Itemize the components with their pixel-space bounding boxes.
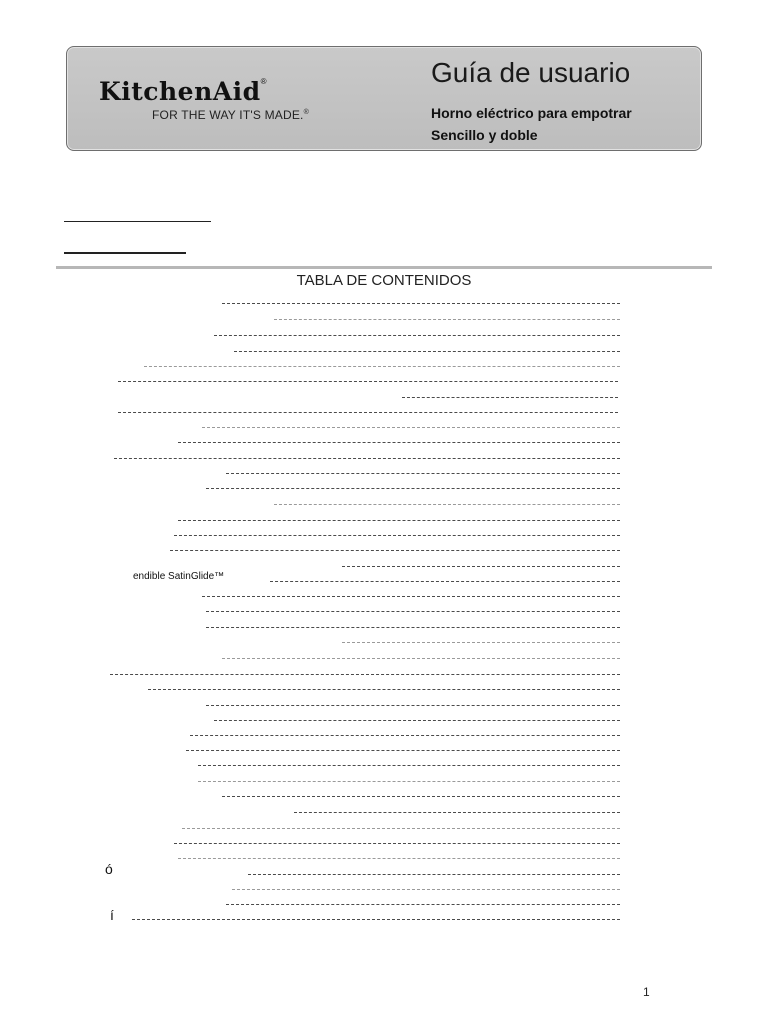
- toc-leader[interactable]: [214, 720, 620, 721]
- toc-leader[interactable]: [178, 858, 620, 859]
- toc-leader[interactable]: [206, 611, 620, 612]
- toc-leader[interactable]: [222, 303, 620, 304]
- document-subtitle-line2: Sencillo y doble: [431, 127, 538, 143]
- blank-rule-1: [64, 221, 211, 222]
- toc-leader[interactable]: [202, 596, 620, 597]
- document-title: Guía de usuario: [431, 57, 631, 88]
- toc-leader[interactable]: [248, 874, 620, 875]
- toc-leader[interactable]: [402, 397, 618, 398]
- toc-leader[interactable]: [178, 442, 620, 443]
- toc-leader[interactable]: [186, 750, 620, 751]
- toc-leader[interactable]: [198, 781, 620, 782]
- toc-leader[interactable]: [118, 412, 618, 413]
- toc-leader[interactable]: [198, 765, 620, 766]
- toc-entry-label[interactable]: ó: [105, 861, 113, 877]
- toc-leader[interactable]: [118, 381, 618, 382]
- toc-leader[interactable]: [342, 566, 620, 567]
- toc-leader[interactable]: [132, 919, 620, 920]
- document-subtitle-line1: Horno eléctrico para empotrar: [431, 105, 632, 121]
- toc-title: TABLA DE CONTENIDOS: [296, 272, 472, 289]
- toc-leader[interactable]: [234, 351, 620, 352]
- toc-entry-label[interactable]: í: [110, 907, 114, 923]
- toc-leader[interactable]: [110, 674, 620, 675]
- toc-leader[interactable]: [274, 319, 620, 320]
- toc-leader[interactable]: [144, 366, 620, 367]
- toc-leader[interactable]: [178, 520, 620, 521]
- toc-leader[interactable]: [342, 642, 620, 643]
- toc-leader[interactable]: [182, 828, 620, 829]
- toc-leader[interactable]: [274, 504, 620, 505]
- toc-leader[interactable]: [174, 535, 620, 536]
- toc-leader[interactable]: [202, 427, 620, 428]
- toc-leader[interactable]: [294, 812, 620, 813]
- toc-leader[interactable]: [206, 488, 620, 489]
- toc-leader[interactable]: [214, 335, 620, 336]
- toc-leader[interactable]: [190, 735, 620, 736]
- brand-tagline: FOR THE WAY IT'S MADE.®: [152, 108, 309, 122]
- toc-entry-label[interactable]: endible SatinGlide™: [133, 571, 225, 582]
- toc-leader[interactable]: [222, 658, 620, 659]
- toc-leader[interactable]: [174, 843, 620, 844]
- header-banner: [66, 46, 702, 151]
- brand-logo: KitchenAid®: [99, 77, 268, 106]
- toc-leader[interactable]: [232, 889, 620, 890]
- blank-rule-2: [64, 252, 186, 254]
- toc-leader[interactable]: [206, 627, 620, 628]
- toc-leader[interactable]: [226, 904, 620, 905]
- toc-leader[interactable]: [226, 473, 620, 474]
- toc-leader[interactable]: [170, 550, 620, 551]
- toc-leader[interactable]: [270, 581, 620, 582]
- toc-leader[interactable]: [206, 705, 620, 706]
- toc-leader[interactable]: [148, 689, 620, 690]
- page-number: 1: [643, 985, 650, 999]
- toc-leader[interactable]: [222, 796, 620, 797]
- section-divider: [56, 266, 712, 269]
- toc-leader[interactable]: [114, 458, 620, 459]
